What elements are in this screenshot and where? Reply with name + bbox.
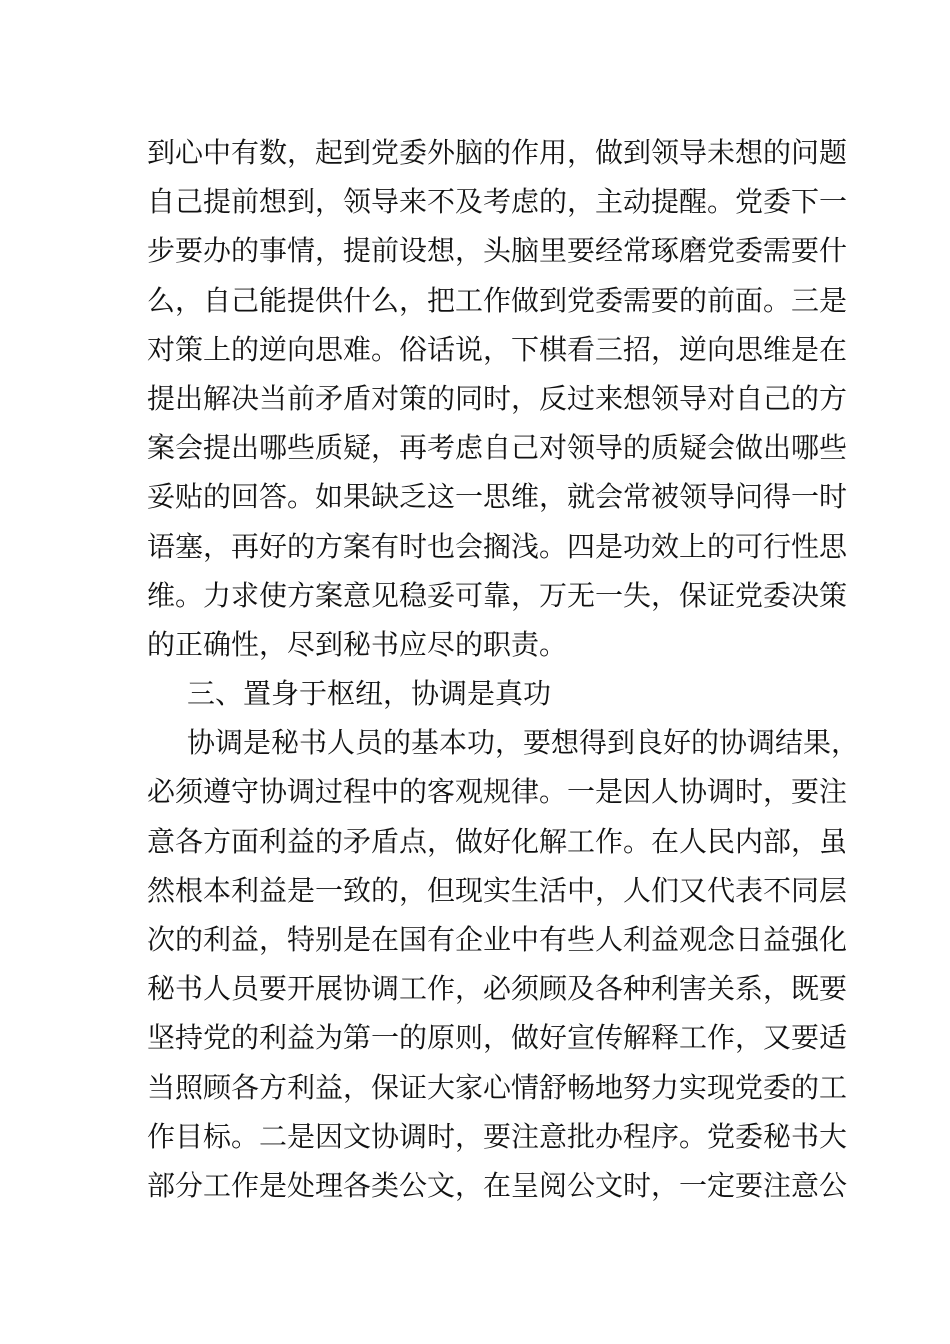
text-line: 语塞，再好的方案有时也会搁浅。四是功效上的可行性思 (147, 529, 848, 563)
text-line: 作目标。二是因文协调时，要注意批办程序。党委秘书大 (147, 1119, 848, 1153)
text-line: 必须遵守协调过程中的客观规律。一是因人协调时，要注 (147, 775, 848, 809)
text-line: 自己提前想到，领导来不及考虑的，主动提醒。党委下一 (147, 185, 848, 219)
text-line: 部分工作是处理各类公文，在呈阅公文时，一定要注意公 (147, 1168, 848, 1202)
text-line: 到心中有数，起到党委外脑的作用，做到领导未想的问题 (147, 136, 848, 169)
text-line: 意各方面利益的矛盾点，做好化解工作。在人民内部，虽 (147, 824, 848, 858)
text-line: 么，自己能提供什么，把工作做到党委需要的前面。三是 (147, 283, 848, 317)
text-line: 案会提出哪些质疑，再考虑自己对领导的质疑会做出哪些 (147, 431, 848, 465)
text-line: 秘书人员要开展协调工作，必须顾及各种利害关系，既要 (147, 972, 848, 1006)
text-line: 对策上的逆向思难。俗话说，下棋看三招，逆向思维是在 (147, 332, 848, 366)
text-line: 妥贴的回答。如果缺乏这一思维，就会常被领导问得一时 (147, 480, 848, 514)
text-line: 的正确性，尽到秘书应尽的职责。 (147, 627, 568, 661)
text-line: 维。力求使方案意见稳妥可靠，万无一失，保证党委决策 (147, 578, 848, 612)
text-line: 当照顾各方利益，保证大家心情舒畅地努力实现党委的工 (147, 1070, 848, 1104)
text-line: 然根本利益是一致的，但现实生活中，人们又代表不同层 (147, 873, 848, 907)
text-line: 步要办的事情，提前设想，头脑里要经常琢磨党委需要什 (147, 234, 848, 268)
text-line: 坚持党的利益为第一的原则，做好宣传解释工作，又要适 (147, 1021, 848, 1055)
body-text (147, 128, 860, 1210)
text-line: 次的利益，特别是在国有企业中有些人利益观念日益强化 (147, 923, 848, 956)
text-line: 三、置身于枢纽，协调是真功 (187, 677, 552, 711)
text-line: 提出解决当前矛盾对策的同时，反过来想领导对自己的方 (147, 381, 848, 415)
text-line: 协调是秘书人员的基本功，要想得到良好的协调结果， (187, 726, 860, 760)
